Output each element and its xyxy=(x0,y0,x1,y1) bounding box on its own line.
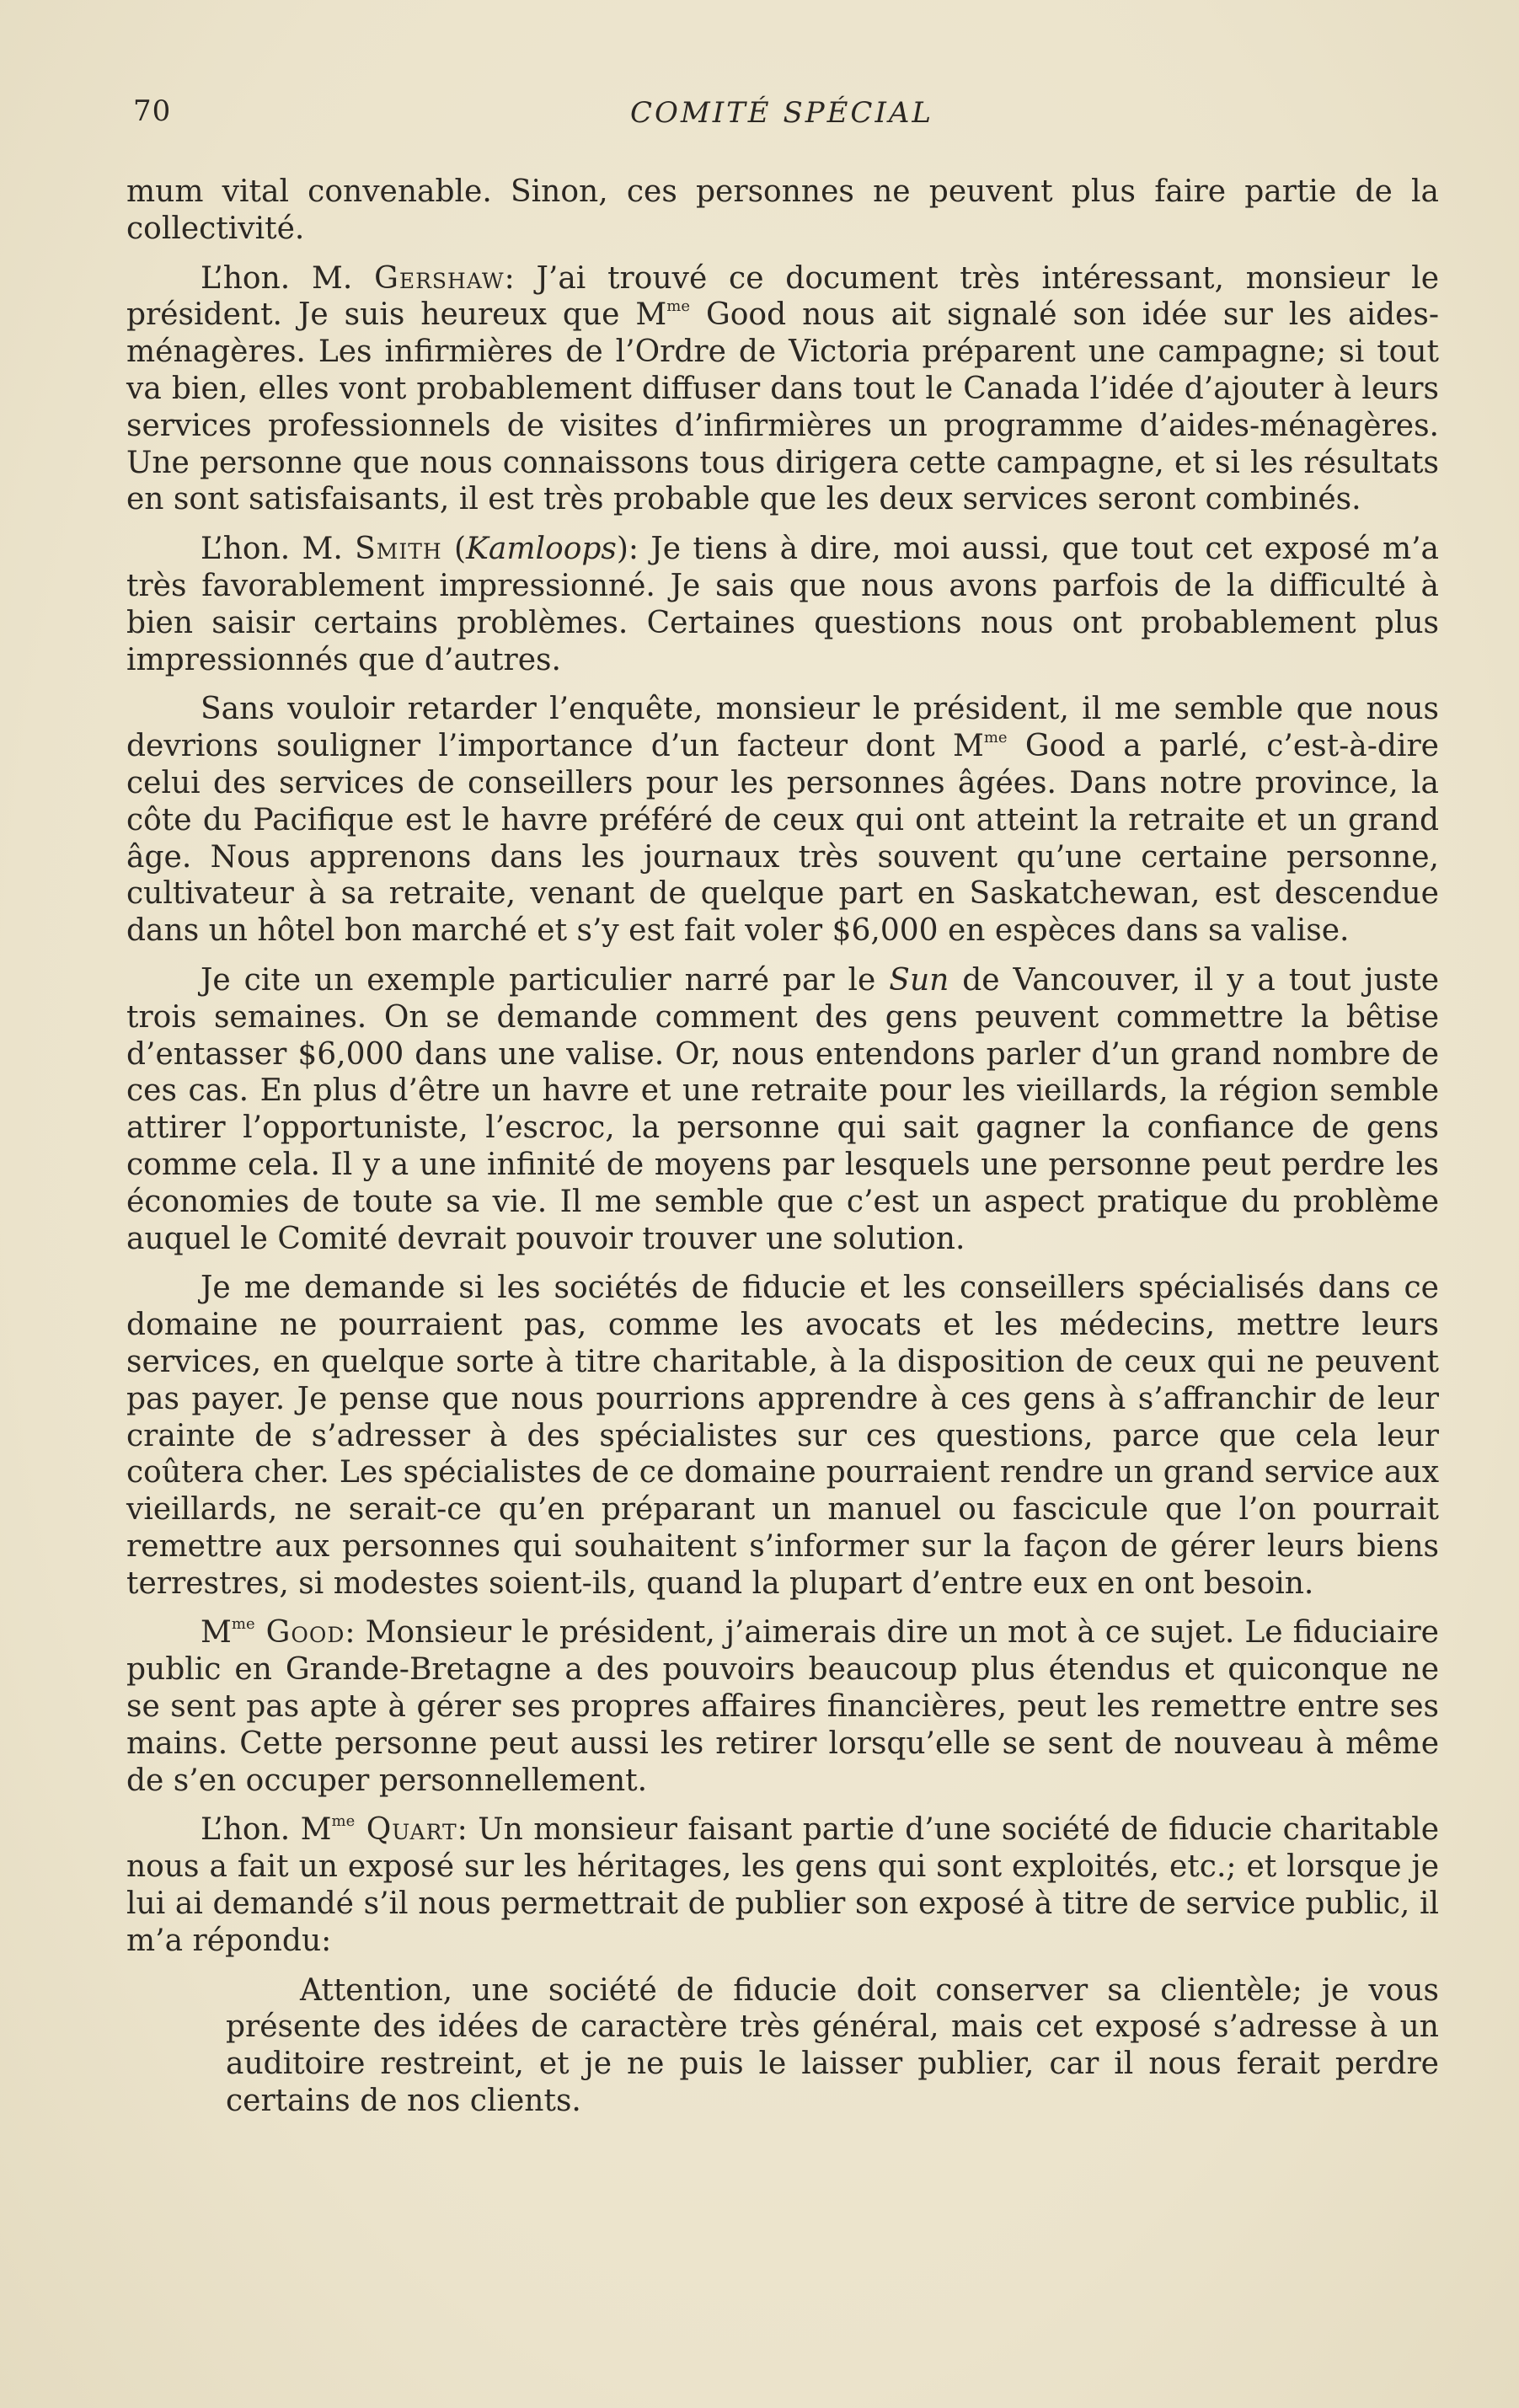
paragraph xyxy=(126,1270,1439,1602)
paragraph-text: : Monsieur le président, j’aimerais dire un mot à ce sujet. Le fiduciaire public en Grande-Bretagne a des pouvoirs beaucoup plus étendus et quiconque ne se sent pas apte à gérer ses propres affaires financières, peut les remettre entre ses mains. Cette personne peut aussi les retirer lorsqu’elle se sent de nouveau à même de s’en occuper personnellement. xyxy=(126,1615,1439,1798)
paragraph xyxy=(126,962,1439,1257)
paragraph-text: Je me demande si les sociétés de fiducie et les conseillers spécialisés dans ce domaine ne pourraient pas, comme les avocats et les médecins, mettre leurs services, en quelque sorte à titre charitable, à la disposition de ceux qui ne peuvent pas payer. Je pense que nous pourrions apprendre à ces gens à s’affranchir de leur crainte de s’adresser à des spécialistes sur ces questions, parce que cela leur coûtera cher. Les spécialistes de ce domaine pourraient rendre un grand service aux vieillards, ne serait-ce qu’en préparant un manuel ou fascicule que l’on pourrait remettre aux personnes qui souhaitent s’informer sur la façon de gérer leurs biens terrestres, si modestes soient-ils, quand la plupart d’entre eux en ont besoin. xyxy=(126,1271,1439,1601)
speaker-title: M xyxy=(201,1615,232,1651)
paragraph-text: mum vital convenable. Sinon, ces personnes ne peuvent plus faire partie de la collectivité. xyxy=(126,174,1439,246)
paragraph-gershaw xyxy=(126,260,1439,519)
paragraph-text: Good a parlé, c’est-à-dire celui des services de conseillers pour les personnes âgées. Dans notre province, la côte du Pacifique est le havre préféré de ceux qui ont atteint la retraite et un grand âge. Nous apprenons dans les journaux très souvent qu’une certaine personne, cultivateur à sa retraite, venant de quelque part en Saskatchewan, est descendue dans un hôtel bon marché et s’y est fait voler $6,000 en espèces dans sa valise. xyxy=(126,729,1439,949)
paragraph-text: : J’ai trouvé ce document très intéressant, monsieur le président. Je suis heureux que M xyxy=(126,260,1439,333)
speaker-name: Smith xyxy=(355,532,442,567)
paragraph-good xyxy=(126,1614,1439,1799)
speaker-riding: Kamloops xyxy=(466,532,617,567)
punctuation: ): xyxy=(616,532,651,567)
speaker-title: L’hon. M. xyxy=(201,260,375,296)
paragraph-text: : Un monsieur faisant partie d’une société de fiducie charitable nous a fait un exposé sur les héritages, les gens qui sont exploités, etc.; et lorsque je lui ai demandé s’il nous permettrait de publier son exposé à titre de service public, il m’a répondu: xyxy=(126,1812,1439,1958)
quote-text: Attention, une société de fiducie doit conserver sa clientèle; je vous présente des idées de caractère très général, mais cet exposé s’adresse à un auditoire restreint, et je ne puis le laisser publier, car il nous ferait perdre certains de nos clients. xyxy=(226,1972,1439,2119)
speaker-title: L’hon. M. xyxy=(201,532,356,567)
speaker-name: Gershaw xyxy=(374,260,505,296)
paragraph-text: Good nous ait signalé son idée sur les aides-ménagères. Les infirmières de l’Ordre de Victoria préparent une campagne; si tout va bien, elles vont probablement diffuser dans tout le Canada l’idée d’ajouter à leurs services professionnels de visites d’infirmières un programme d’aides-ménagères. Une personne que nous connaissons tous dirigera cette campagne, et si les résultats en sont satisfaisants, il est très probable que les deux services seront combinés. xyxy=(126,297,1439,517)
paragraph xyxy=(126,691,1439,950)
superscript: me xyxy=(331,1812,356,1831)
block-quote xyxy=(226,1972,1439,2120)
page-number: 70 xyxy=(133,94,172,128)
superscript: me xyxy=(231,1615,255,1634)
paragraph-text: Je tiens à dire, moi aussi, que tout cet exposé m’a très favorablement impressionné. Je sais que nous avons parfois de la difficulté à bien saisir certains problèmes. Certaines questions nous ont probablement plus impressionnés que d’autres. xyxy=(126,532,1439,677)
speaker-name: Good xyxy=(254,1615,345,1651)
paragraph-text: de Vancouver, il y a tout juste trois semaines. On se demande comment des gens peuvent commettre la bêtise d’entasser $6,000 dans une valise. Or, nous entendons parler d’un grand nombre de ces cas. En plus d’être un havre et une retraite pour les vieillards, la région semble attirer l’opportuniste, l’escroc, la personne qui sait gagner la confiance de gens comme cela. Il y a une infinité de moyens par lesquels une personne peut perdre les économies de toute sa vie. Il me semble que c’est un aspect pratique du problème auquel le Comité devrait pouvoir trouver une solution. xyxy=(126,962,1439,1256)
punctuation: ( xyxy=(441,532,467,567)
paragraph-continuation xyxy=(126,174,1439,248)
superscript: me xyxy=(983,729,1008,747)
superscript: me xyxy=(666,297,691,316)
newspaper-title: Sun xyxy=(889,962,949,998)
page-header xyxy=(133,94,1447,136)
running-head: COMITÉ SPÉCIAL xyxy=(630,96,934,130)
body-text xyxy=(126,174,1439,2120)
speaker-name: Quart xyxy=(355,1812,457,1848)
paragraph-quart xyxy=(126,1811,1439,1959)
paragraph-text: Sans vouloir retarder l’enquête, monsieur le président, il me semble que nous devrions souligner l’importance d’un facteur dont M xyxy=(126,692,1439,764)
paragraph-text: Je cite un exemple particulier narré par le xyxy=(201,962,890,998)
speaker-title: L’hon. M xyxy=(201,1812,332,1848)
paragraph-smith xyxy=(126,531,1439,678)
